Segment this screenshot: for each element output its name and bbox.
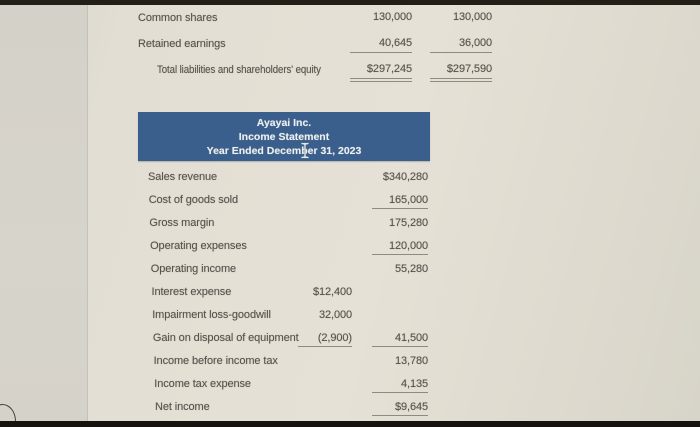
income-row-label: Net income — [155, 401, 210, 413]
income-row-outer-value: 55,280 — [394, 263, 428, 275]
income-row-inner-value: 32,000 — [318, 309, 352, 321]
income-row-inner-value — [298, 214, 352, 232]
balance-row-value-col1: 40,645 — [350, 34, 412, 53]
top-bezel — [0, 0, 700, 5]
income-row-label: Impairment loss-goodwill — [152, 309, 271, 321]
balance-row — [0, 5, 700, 31]
balance-sheet-section — [0, 5, 700, 83]
income-row-outer-value: 41,500 — [372, 329, 428, 347]
income-row-inner-value — [298, 168, 352, 186]
income-row-label: Interest expense — [151, 286, 232, 298]
income-row-label: Operating expenses — [150, 240, 247, 252]
income-row-label: Sales revenue — [148, 171, 218, 183]
balance-row-value-col1: $297,245 — [350, 60, 412, 79]
income-statement-row — [0, 235, 700, 258]
income-row-label: Gain on disposal of equipment — [152, 332, 299, 344]
balance-row — [0, 31, 700, 57]
income-row-outer-value — [372, 306, 428, 324]
income-row-outer-value: 13,780 — [394, 355, 428, 367]
income-row-outer-value: 175,280 — [388, 217, 428, 229]
bottom-bezel — [0, 421, 700, 427]
income-row-inner-value — [298, 191, 352, 209]
income-row-label: Income before income tax — [153, 355, 278, 367]
balance-row-value-col2: 130,000 — [452, 11, 492, 23]
company-name: Ayayai Inc. — [256, 117, 312, 129]
income-row-inner-value — [298, 352, 352, 370]
income-row-outer-value: $9,645 — [372, 398, 428, 416]
income-row-outer-value: $340,280 — [382, 171, 428, 183]
income-statement-row — [0, 212, 700, 235]
income-statement-row — [0, 350, 700, 373]
income-row-label: Gross margin — [149, 217, 215, 229]
income-statement-row — [0, 258, 700, 281]
balance-row-label: Retained earnings — [138, 38, 226, 50]
income-statement-header — [138, 112, 430, 161]
balance-row-value-col2: 36,000 — [430, 34, 492, 53]
income-row-inner-value — [298, 375, 352, 393]
income-statement-row — [0, 304, 700, 327]
balance-row-value-col2: $297,590 — [430, 60, 492, 79]
income-statement-row — [0, 373, 700, 396]
income-row-outer-value: 120,000 — [372, 237, 428, 255]
balance-row-label: Common shares — [138, 12, 218, 24]
income-row-label: Income tax expense — [154, 378, 251, 390]
balance-row — [0, 57, 700, 83]
income-statement-body — [0, 166, 700, 419]
income-row-inner-value: (2,900) — [298, 329, 352, 347]
balance-row-label: Total liabilities and shareholders' equity — [157, 64, 321, 76]
income-row-outer-value: 165,000 — [372, 191, 428, 209]
balance-row-value-col1: 130,000 — [372, 11, 412, 23]
income-row-inner-value: $12,400 — [312, 286, 352, 298]
statement-period: Year Ended December 31, 2023 — [206, 145, 362, 157]
income-statement-row — [0, 189, 700, 212]
statement-title: Income Statement — [238, 131, 330, 143]
income-row-label: Operating income — [150, 263, 237, 275]
income-row-inner-value — [298, 260, 352, 278]
income-row-inner-value — [298, 398, 352, 416]
income-statement-row — [0, 281, 700, 304]
income-statement-row — [0, 327, 700, 350]
income-row-inner-value — [298, 237, 352, 255]
income-row-outer-value: 4,135 — [372, 375, 428, 393]
income-row-label: Cost of goods sold — [148, 194, 238, 206]
text-ibeam-cursor-icon — [300, 142, 310, 164]
income-row-outer-value — [372, 283, 428, 301]
income-statement-row — [0, 396, 700, 419]
income-statement-row — [0, 166, 700, 189]
